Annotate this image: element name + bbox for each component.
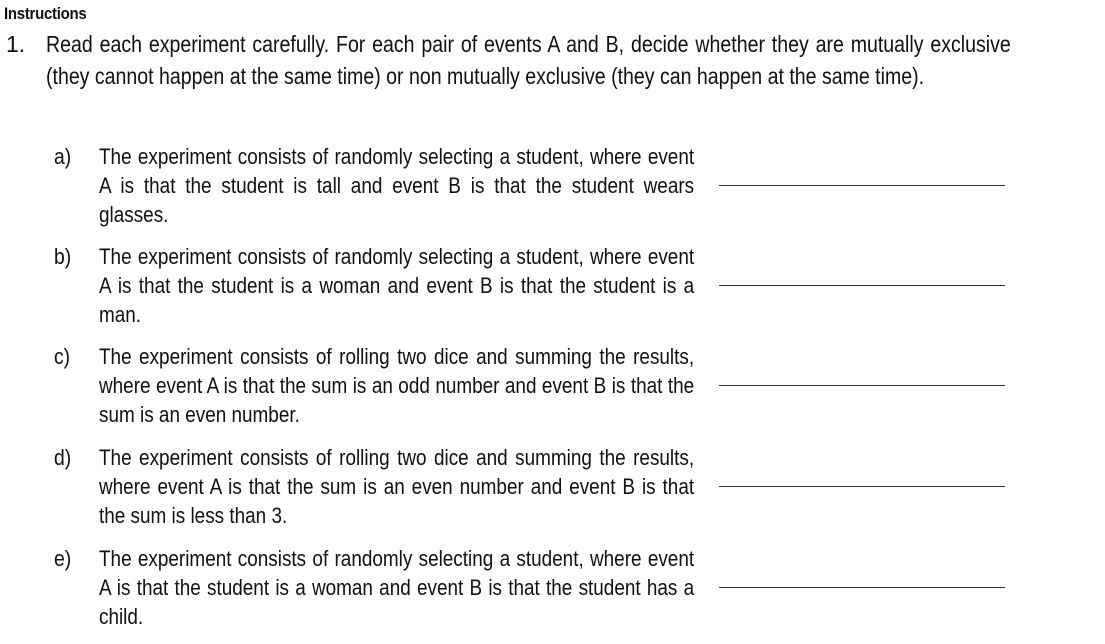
- answer-blank-a[interactable]: [719, 185, 1005, 186]
- sub-question-text: The experiment consists of randomly selecting a student, where event A is that the student is tall and event B is that the student wears glasses.: [99, 144, 695, 227]
- sub-question-text: The experiment consists of rolling two dice and summing the results, where event A is that the sum is an even number and event B is that the sum is less than 3.: [99, 445, 695, 528]
- answer-blank-b[interactable]: [719, 285, 1005, 286]
- sub-question-b: [54, 242, 1105, 342]
- sub-question-text: The experiment consists of randomly selecting a student, where event A is that the student is a woman and event B is that the student has a child.: [99, 546, 695, 629]
- sub-question-letter: d): [54, 445, 72, 470]
- sub-question-text: The experiment consists of rolling two dice and summing the results, where event A is that the sum is an odd number and event B is that the sum is an even number.: [99, 344, 695, 427]
- sub-question-letter: b): [54, 244, 72, 269]
- answer-blank-c[interactable]: [719, 385, 1005, 386]
- answer-blank-d[interactable]: [719, 486, 1005, 487]
- sub-question-d: [54, 443, 1105, 543]
- answer-blank-e[interactable]: [719, 587, 1005, 588]
- sub-question-c: [54, 342, 1105, 442]
- question-text: Read each experiment carefully. For each pair of events A and B, decide whether they are mutually exclusive (they cannot happen at the same time) or non mutually exclusive (they can happen at the same time).: [46, 31, 1011, 89]
- instructions-heading: Instructions: [4, 4, 87, 23]
- sub-question-e: [54, 544, 1105, 644]
- sub-question-letter: e): [54, 546, 72, 571]
- question-number: 1.: [6, 31, 26, 57]
- sub-question-text: The experiment consists of randomly selecting a student, where event A is that the student is a woman and event B is that the student is a man.: [99, 244, 695, 327]
- sub-question-a: [54, 142, 1105, 242]
- sub-question-letter: a): [54, 144, 72, 169]
- sub-question-letter: c): [54, 344, 71, 369]
